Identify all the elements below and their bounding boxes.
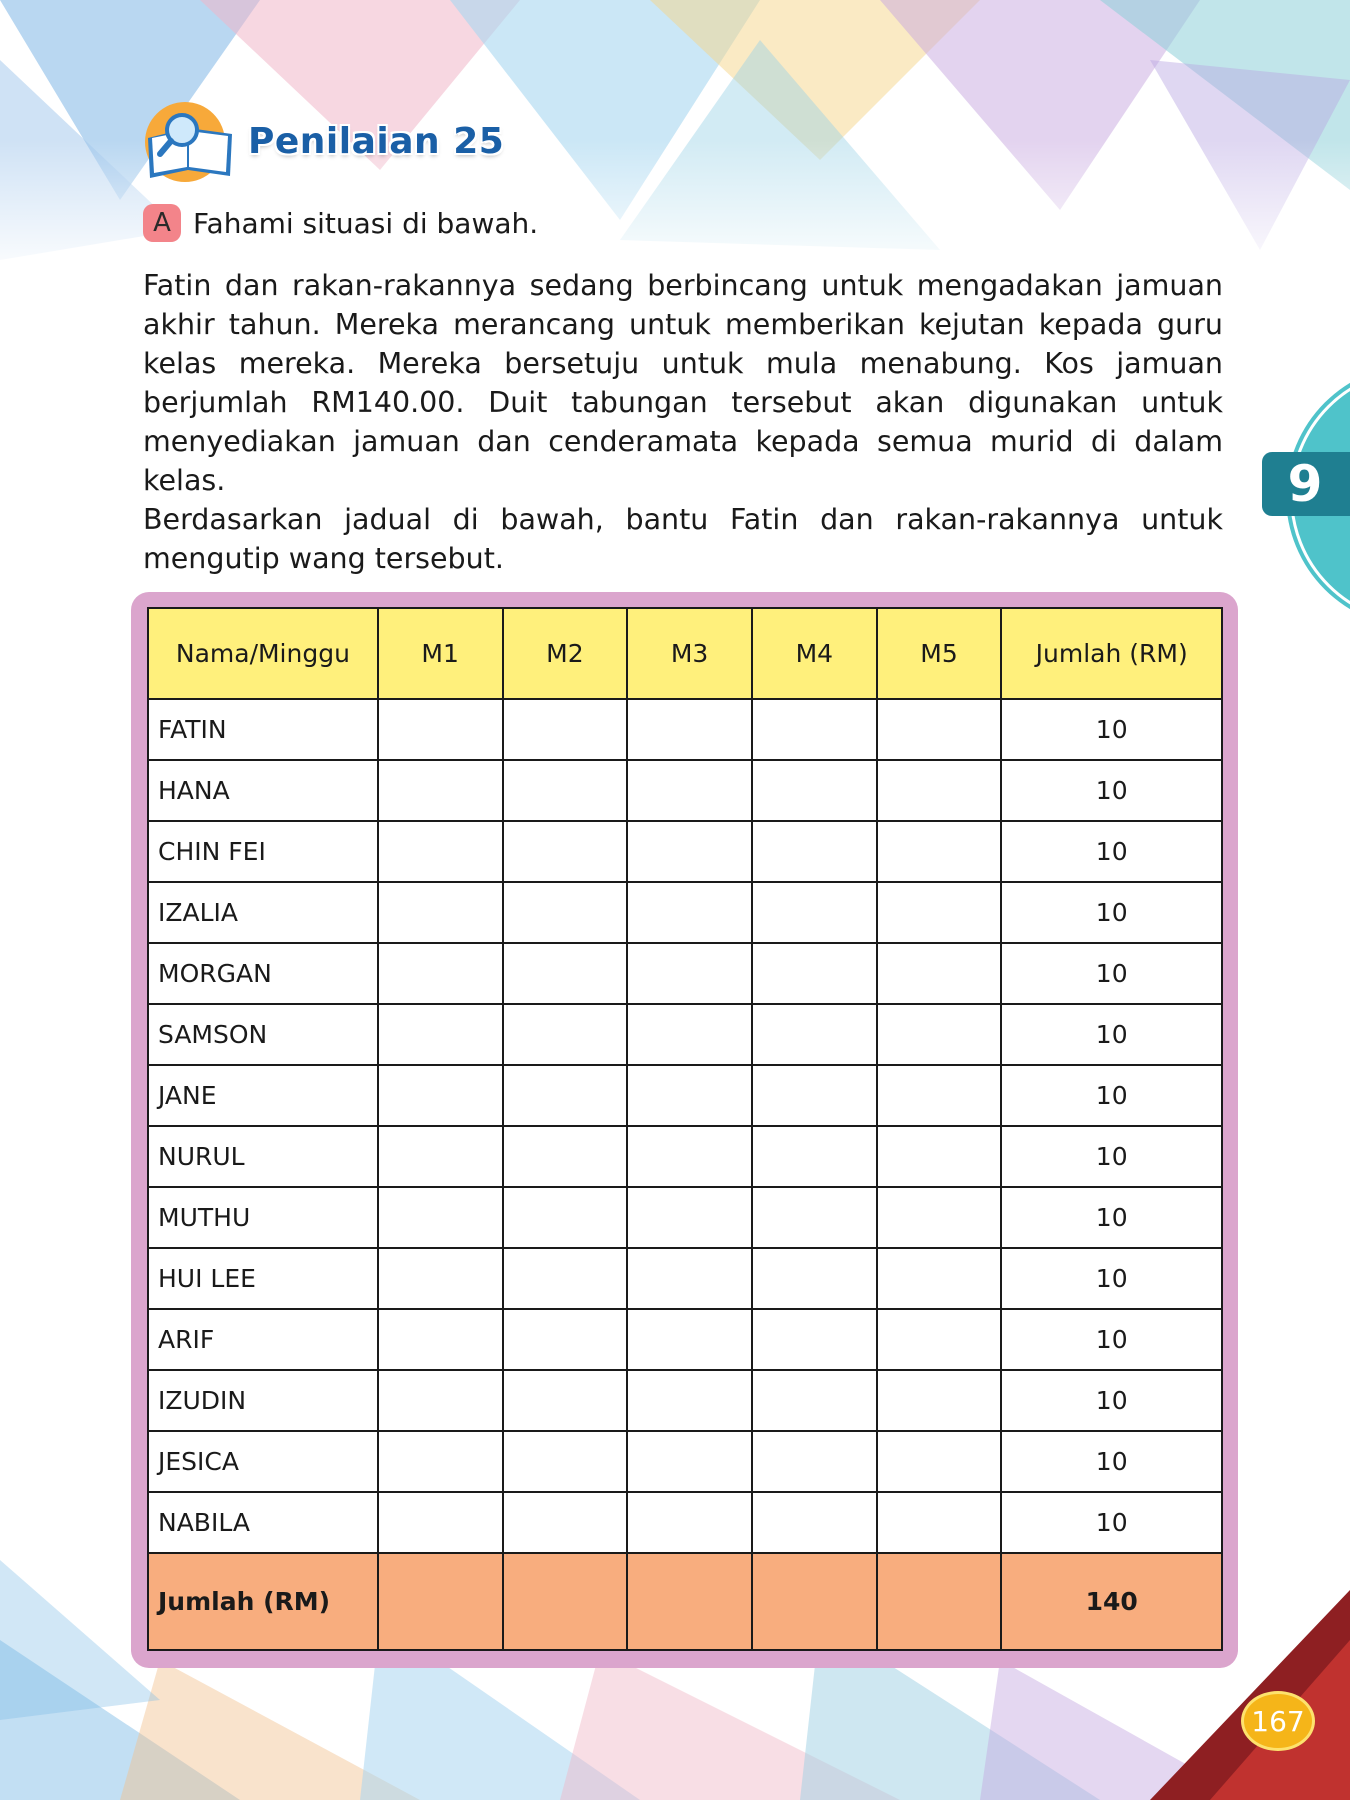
cell-m4[interactable] — [752, 1370, 877, 1431]
cell-m1[interactable] — [378, 1126, 503, 1187]
student-name: CHIN FEI — [148, 821, 378, 882]
cell-m5[interactable] — [877, 760, 1002, 821]
cell-m2[interactable] — [503, 1492, 628, 1553]
header-name: Nama/Minggu — [148, 608, 378, 699]
header-m3: M3 — [627, 608, 752, 699]
student-total: 10 — [1001, 821, 1222, 882]
cell-m2[interactable] — [503, 943, 628, 1004]
task-paragraph: Berdasarkan jadual di bawah, bantu Fatin dan rakan-rakannya untuk mengutip wang tersebut. — [143, 503, 1223, 575]
cell-m1[interactable] — [378, 821, 503, 882]
table-row — [148, 1309, 1222, 1370]
cell-m4[interactable] — [752, 1187, 877, 1248]
cell-m2[interactable] — [503, 699, 628, 760]
student-name: NURUL — [148, 1126, 378, 1187]
cell-m3[interactable] — [627, 943, 752, 1004]
student-name: JANE — [148, 1065, 378, 1126]
student-name: MUTHU — [148, 1187, 378, 1248]
cell-m5[interactable] — [877, 699, 1002, 760]
cell-m1[interactable] — [378, 1431, 503, 1492]
cell-m1[interactable] — [378, 943, 503, 1004]
cell-m1[interactable] — [378, 882, 503, 943]
cell-m4[interactable] — [752, 760, 877, 821]
cell-m5[interactable] — [877, 1309, 1002, 1370]
chapter-number: 9 — [1287, 455, 1323, 513]
student-name: ARIF — [148, 1309, 378, 1370]
student-name: MORGAN — [148, 943, 378, 1004]
section-header — [140, 98, 504, 184]
header-m5: M5 — [877, 608, 1002, 699]
student-total: 10 — [1001, 760, 1222, 821]
instruction-badge: A — [143, 204, 181, 242]
cell-m1[interactable] — [378, 1492, 503, 1553]
student-name: HANA — [148, 760, 378, 821]
student-name: HUI LEE — [148, 1248, 378, 1309]
student-name: JESICA — [148, 1431, 378, 1492]
page-title: Penilaian 25 — [248, 120, 505, 162]
cell-m5[interactable] — [877, 821, 1002, 882]
open-book-magnifier-icon — [140, 98, 240, 184]
table-row — [148, 1126, 1222, 1187]
footer-m2[interactable] — [503, 1553, 628, 1650]
footer-m4[interactable] — [752, 1553, 877, 1650]
header-m2: M2 — [503, 608, 628, 699]
cell-m4[interactable] — [752, 1309, 877, 1370]
instruction-text: Fahami situasi di bawah. — [193, 206, 539, 240]
student-total: 10 — [1001, 1126, 1222, 1187]
cell-m5[interactable] — [877, 1065, 1002, 1126]
cell-m2[interactable] — [503, 1309, 628, 1370]
student-total: 10 — [1001, 1065, 1222, 1126]
cell-m2[interactable] — [503, 1126, 628, 1187]
cell-m5[interactable] — [877, 1187, 1002, 1248]
table-row — [148, 1065, 1222, 1126]
table-row — [148, 760, 1222, 821]
cell-m1[interactable] — [378, 1065, 503, 1126]
student-name: NABILA — [148, 1492, 378, 1553]
cell-m5[interactable] — [877, 1431, 1002, 1492]
cell-m5[interactable] — [877, 1126, 1002, 1187]
cell-m2[interactable] — [503, 1248, 628, 1309]
table-row — [148, 882, 1222, 943]
student-total: 10 — [1001, 1187, 1222, 1248]
header-m1: M1 — [378, 608, 503, 699]
cell-m1[interactable] — [378, 1248, 503, 1309]
student-total: 10 — [1001, 1431, 1222, 1492]
cell-m3[interactable] — [627, 1004, 752, 1065]
table-header-row — [148, 608, 1222, 699]
table-row — [148, 1187, 1222, 1248]
cell-m2[interactable] — [503, 1065, 628, 1126]
student-name: SAMSON — [148, 1004, 378, 1065]
footer-m5[interactable] — [877, 1553, 1002, 1650]
cell-m2[interactable] — [503, 1370, 628, 1431]
cell-m3[interactable] — [627, 821, 752, 882]
student-total: 10 — [1001, 943, 1222, 1004]
cell-m1[interactable] — [378, 1004, 503, 1065]
table-row — [148, 699, 1222, 760]
cell-m3[interactable] — [627, 1309, 752, 1370]
footer-total: 140 — [1001, 1553, 1222, 1650]
cell-m3[interactable] — [627, 1248, 752, 1309]
cell-m4[interactable] — [752, 1492, 877, 1553]
header-m4: M4 — [752, 608, 877, 699]
situation-paragraph: Fatin dan rakan-rakannya sedang berbincang untuk mengadakan jamuan akhir tahun. Mereka merancang untuk memberikan kejutan kepada guru kelas mereka. Mereka bersetuju untuk mula menabung. Kos jamuan berjumlah RM140.00. Duit tabungan tersebut akan digunakan untuk menyediakan jamuan dan cenderamata kepada semua murid di dalam kelas. — [143, 269, 1223, 497]
student-total: 10 — [1001, 1004, 1222, 1065]
student-total: 10 — [1001, 882, 1222, 943]
cell-m4[interactable] — [752, 882, 877, 943]
cell-m5[interactable] — [877, 1370, 1002, 1431]
cell-m3[interactable] — [627, 1126, 752, 1187]
cell-m4[interactable] — [752, 1004, 877, 1065]
cell-m4[interactable] — [752, 1248, 877, 1309]
table-row — [148, 1004, 1222, 1065]
cell-m4[interactable] — [752, 943, 877, 1004]
cell-m3[interactable] — [627, 1492, 752, 1553]
cell-m1[interactable] — [378, 760, 503, 821]
cell-m5[interactable] — [877, 1492, 1002, 1553]
student-total: 10 — [1001, 1370, 1222, 1431]
cell-m5[interactable] — [877, 943, 1002, 1004]
cell-m4[interactable] — [752, 699, 877, 760]
footer-label: Jumlah (RM) — [148, 1553, 378, 1650]
table-footer-row — [148, 1553, 1222, 1650]
student-total: 10 — [1001, 699, 1222, 760]
cell-m4[interactable] — [752, 821, 877, 882]
instruction — [143, 204, 538, 242]
cell-m2[interactable] — [503, 1004, 628, 1065]
cell-m5[interactable] — [877, 1004, 1002, 1065]
savings-table — [147, 607, 1223, 1651]
cell-m4[interactable] — [752, 1431, 877, 1492]
table-row — [148, 943, 1222, 1004]
student-total: 10 — [1001, 1309, 1222, 1370]
cell-m2[interactable] — [503, 821, 628, 882]
cell-m1[interactable] — [378, 1309, 503, 1370]
page-number-badge — [1241, 1691, 1315, 1751]
table-row — [148, 821, 1222, 882]
student-name: FATIN — [148, 699, 378, 760]
cell-m3[interactable] — [627, 760, 752, 821]
cell-m2[interactable] — [503, 1187, 628, 1248]
page-number: 167 — [1251, 1704, 1305, 1738]
footer-m1[interactable] — [378, 1553, 503, 1650]
cell-m1[interactable] — [378, 699, 503, 760]
cell-m3[interactable] — [627, 699, 752, 760]
cell-m3[interactable] — [627, 1370, 752, 1431]
table-row — [148, 1248, 1222, 1309]
table-row — [148, 1370, 1222, 1431]
student-total: 10 — [1001, 1492, 1222, 1553]
cell-m2[interactable] — [503, 882, 628, 943]
cell-m2[interactable] — [503, 760, 628, 821]
table-row — [148, 1492, 1222, 1553]
cell-m3[interactable] — [627, 1065, 752, 1126]
cell-m5[interactable] — [877, 1248, 1002, 1309]
footer-m3[interactable] — [627, 1553, 752, 1650]
student-total: 10 — [1001, 1248, 1222, 1309]
cell-m3[interactable] — [627, 1187, 752, 1248]
cell-m1[interactable] — [378, 1370, 503, 1431]
student-name: IZUDIN — [148, 1370, 378, 1431]
table-row — [148, 1431, 1222, 1492]
header-total: Jumlah (RM) — [1001, 608, 1222, 699]
cell-m3[interactable] — [627, 882, 752, 943]
student-name: IZALIA — [148, 882, 378, 943]
chapter-number-tab — [1262, 452, 1350, 516]
cell-m1[interactable] — [378, 1187, 503, 1248]
cell-m4[interactable] — [752, 1126, 877, 1187]
cell-m4[interactable] — [752, 1065, 877, 1126]
cell-m5[interactable] — [877, 882, 1002, 943]
cell-m3[interactable] — [627, 1431, 752, 1492]
cell-m2[interactable] — [503, 1431, 628, 1492]
